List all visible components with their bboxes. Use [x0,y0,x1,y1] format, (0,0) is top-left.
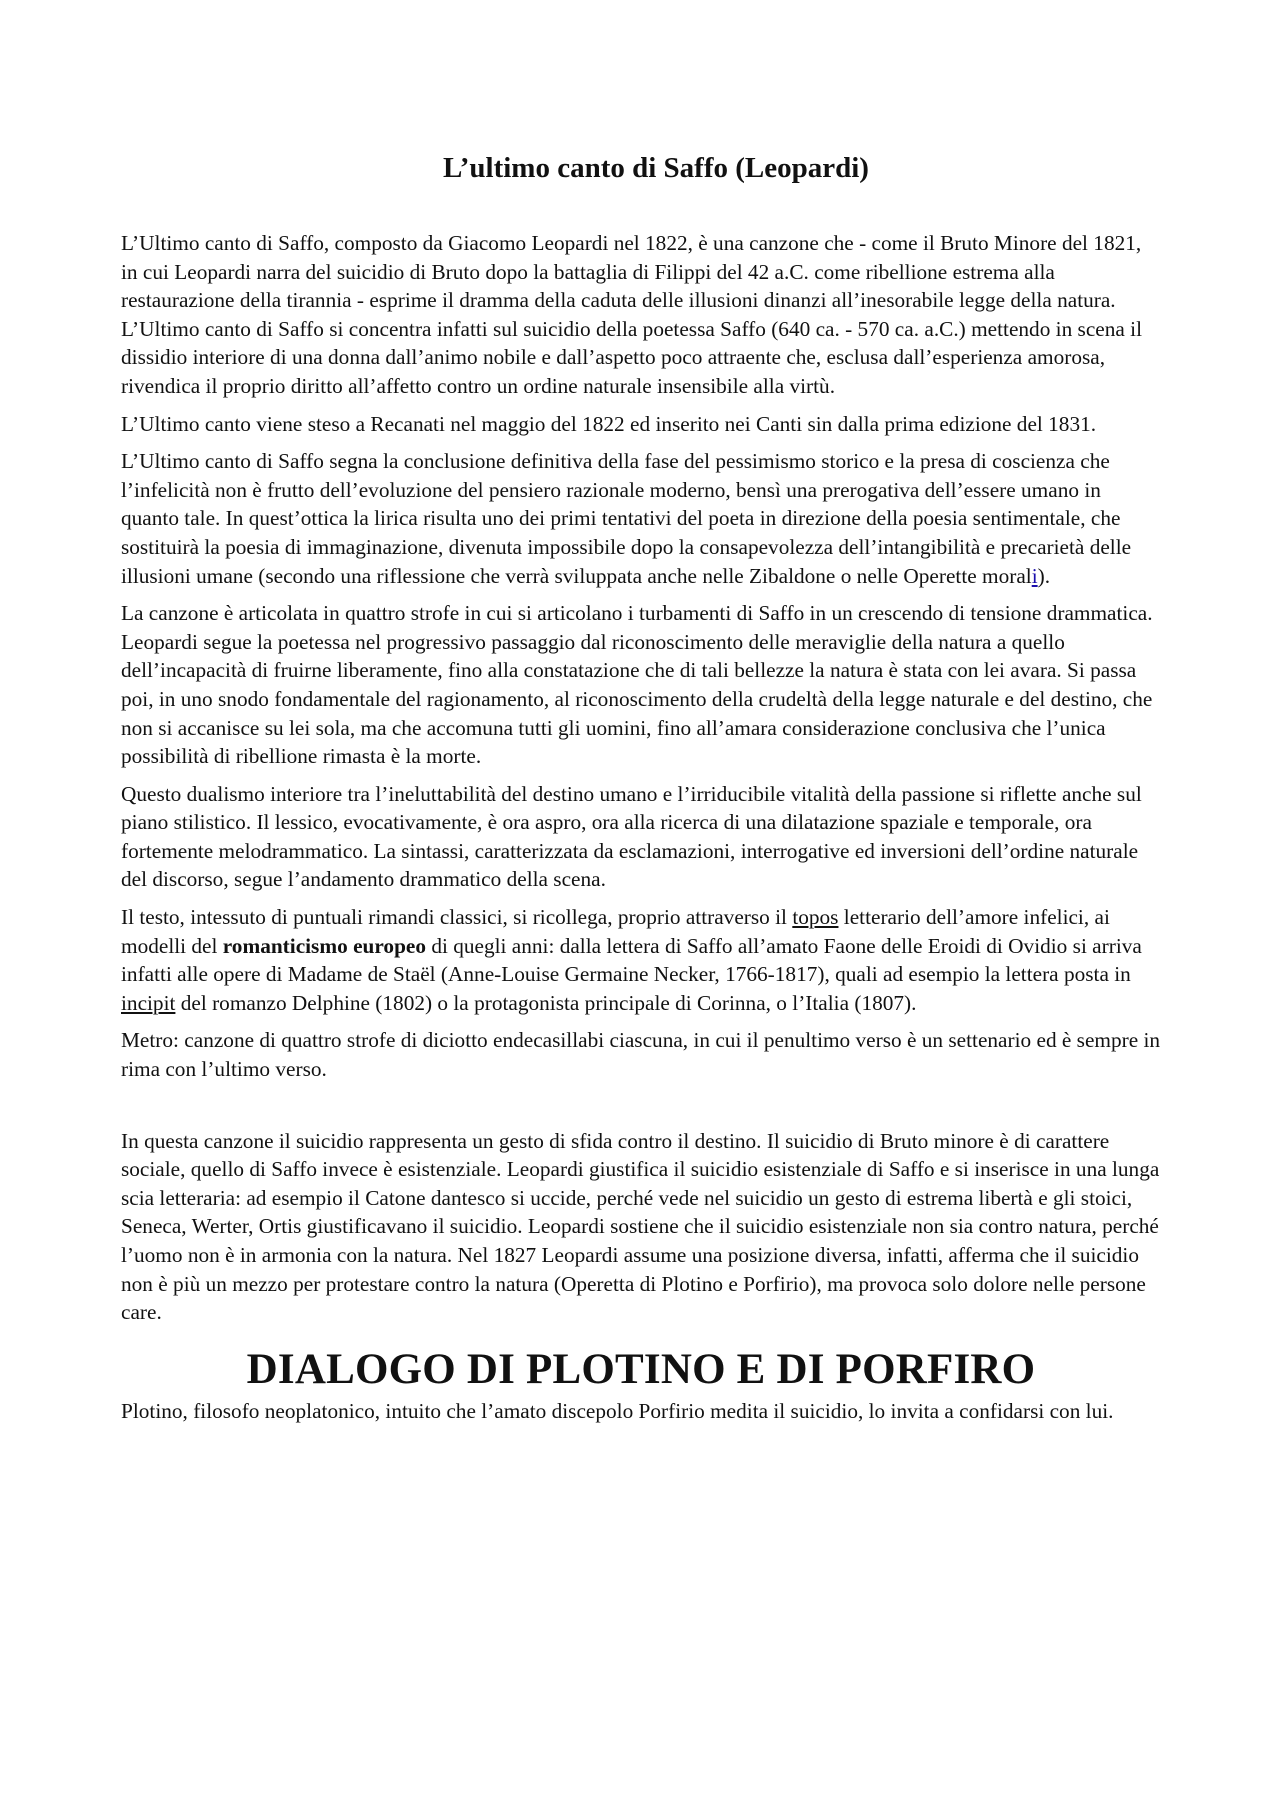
section-heading: DIALOGO DI PLOTINO E DI PORFIRO [246,1345,1036,1393]
topos-term: topos [792,905,839,930]
footnote-link[interactable]: i [1031,563,1038,588]
paragraph-intro: L’Ultimo canto di Saffo, composto da Giacomo Leopardi nel 1822, è una canzone che - come il Bruto Minore del 1821, in cui Leopardi narra del suicidio di Bruto dopo la battaglia di Filippi del 42 a.C. come ribellione estrema alla restaurazione della tirannia - esprime il dramma della caduta delle illusioni dinanzi all’inesorabile legge della natura. L’Ultimo canto di Saffo si concentra infatti sul suicidio della poetessa Saffo (640 ca. - 570 ca. a.C.) mettendo in scena il dissidio interiore di una donna dall’animo nobile e dall’aspetto poco attraente che, esclusa dall’esperienza amorosa, rivendica il proprio diritto all’affetto contro un ordine naturale insensibile alla virtù. [121,231,1143,398]
romanticismo-term: romanticismo europeo [222,933,427,958]
paragraph-style: Questo dualismo interiore tra l’ineluttabilità del destino umano e l’irriducibile vitalità della passione si riflette anche sul piano stilistico. Il lessico, evocativamente, è ora aspro, ora alla ricerca di una dilatazione spaziale e temporale, ora fortemente melodrammatico. La sintassi, caratterizzata da esclamazioni, interrogative ed inversioni dell’ordine naturale del discorso, segue l’andamento drammatico della scena. [121,781,1142,892]
paragraph-pessimism [121,447,1161,590]
paragraph-models-text-d: del romanzo Delphine (1802) o la protagonista principale di Corinna, o l’Italia (1807). [175,990,917,1015]
incipit-term: incipit [121,990,176,1015]
paragraph-models-text-a: Il testo, intessuto di puntuali rimandi classici, si ricollega, proprio attraverso il [121,905,793,930]
document-title: L’ultimo canto di Saffo (Leopardi) [443,152,869,184]
paragraph-models-text-c: di quegli anni: dalla lettera di Saffo all’amato Faone delle Eroidi di Ovidio si arriva infatti alle opere di Madame de Staël (Anne-Louise Germaine Necker, 1766-1817), quali ad esempio la lettera posta in [121,933,1142,987]
document-page [121,150,1161,1434]
paragraph-models-text-b: letterario dell’amore infelici, ai modelli del [121,905,1110,958]
paragraph-suicide: In questa canzone il suicidio rappresenta un gesto di sfida contro il destino. Il suicidio di Bruto minore è di carattere sociale, quello di Saffo invece è esistenziale. Leopardi giustifica il suicidio esistenziale di Saffo e si inserisce in una lunga scia letteraria: ad esempio il Catone dantesco si uccide, perché vede nel suicidio un gesto di estrema libertà e gli stoici, Seneca, Werter, Ortis giustificavano il suicidio. Leopardi sostiene che il suicidio esistenziale non sia contro natura, perché l’uomo non è in armonia con la natura. Nel 1827 Leopardi assume una posizione diversa, infatti, afferma che il suicidio non è più un mezzo per protestare contro la natura (Operetta di Plotino e Porfirio), ma provoca solo dolore nelle persone care. [121,1128,1160,1325]
paragraph-structure: La canzone è articolata in quattro strofe in cui si articolano i turbamenti di Saffo in un crescendo di tensione drammatica. Leopardi segue la poetessa nel progressivo passaggio dal riconoscimento delle meraviglie della natura a quello dell’incapacità di fruirne liberamente, fino alla constatazione che di tali bellezze la natura è stata con lei avara. Si passa poi, in uno snodo fondamentale del ragionamento, al riconoscimento della crudeltà della legge naturale e del destino, che non si accanisce su lei sola, ma che accomuna tutti gli uomini, fino all’amara considerazione conclusiva che l’unica possibilità di ribellione rimasta è la morte. [121,601,1153,769]
paragraph-spacer [121,1093,1161,1127]
paragraph-pessimism-end: ). [1037,563,1051,588]
paragraph-composition: L’Ultimo canto viene steso a Recanati nel maggio del 1822 ed inserito nei Canti sin dalla prima edizione del 1831. [121,411,1097,436]
paragraph-models [121,903,1161,1017]
paragraph-pessimism-text: L’Ultimo canto di Saffo segna la conclusione definitiva della fase del pessimismo storico e la presa di coscienza che l’infelicità non è frutto dell’evoluzione del pensiero razionale moderno, bensì una prerogativa dell’essere umano in quanto tale. In quest’ottica la lirica risulta uno dei primi tentativi del poeta in direzione della poesia sentimentale, che sostituirà la poesia di immaginazione, divenuta impossibile dopo la consapevolezza dell’intangibilità e precarietà delle illusioni umane (secondo una riflessione che verrà sviluppata anche nelle Zibaldone o nelle Operette moral [121,449,1132,588]
paragraph-plotino: Plotino, filosofo neoplatonico, intuito che l’amato discepolo Porfirio medita il suicidio, lo invita a confidarsi con lui. [121,1398,1114,1423]
paragraph-metre: Metro: canzone di quattro strofe di diciotto endecasillabi ciascuna, in cui il penultimo verso è un settenario ed è sempre in rima con l’ultimo verso. [121,1028,1161,1082]
